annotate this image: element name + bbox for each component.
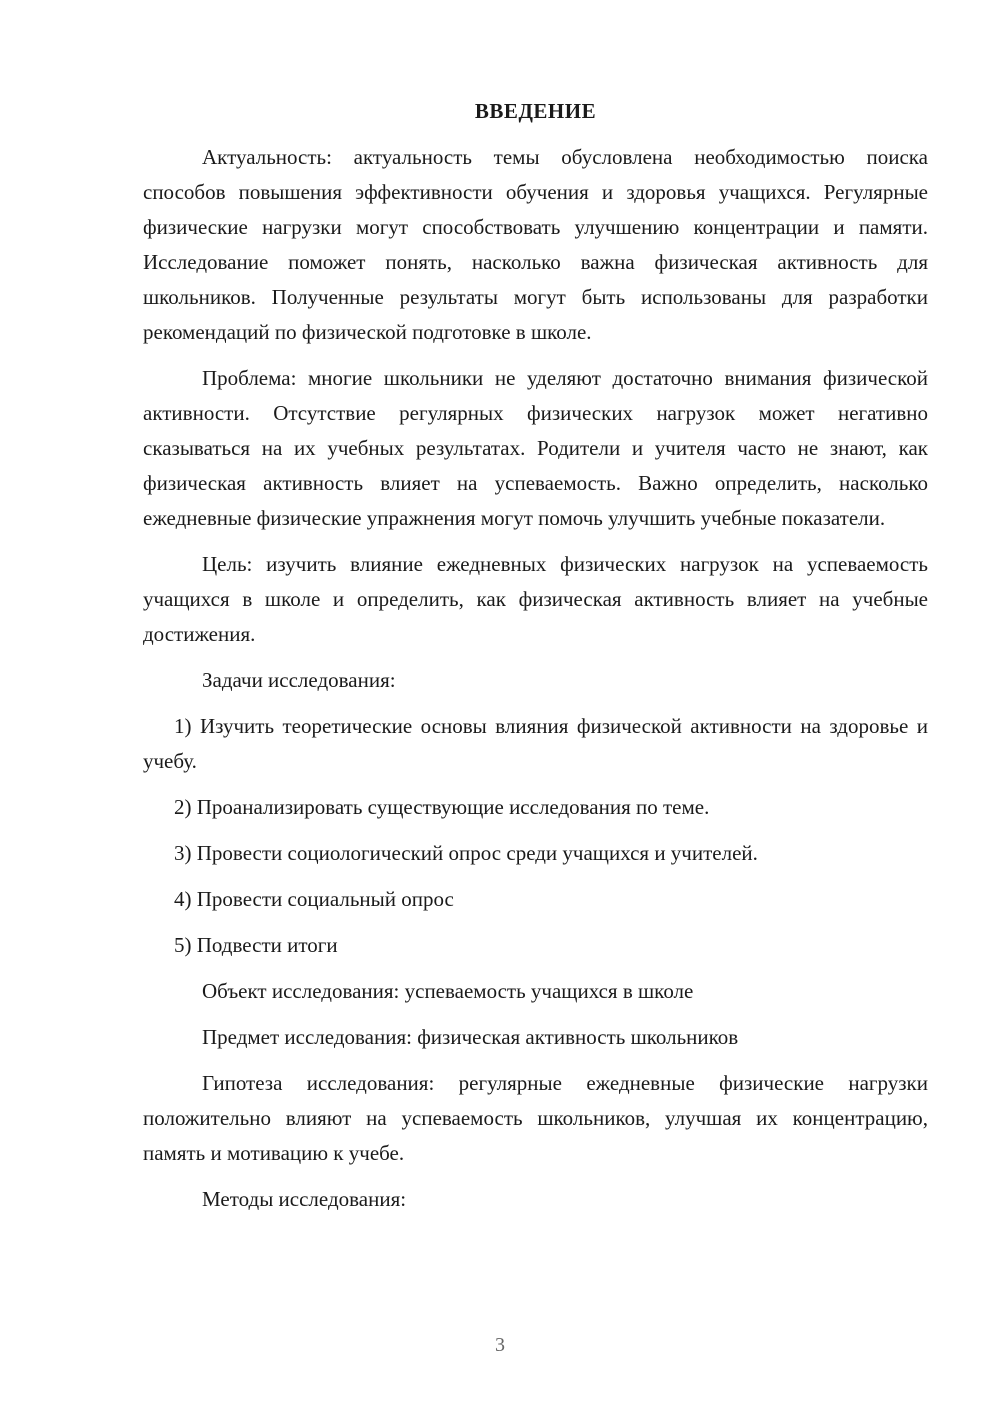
list-item: 3) Провести социологический опрос среди учащихся и учителей. [174, 841, 758, 865]
list-item: 5) Подвести итоги [174, 933, 338, 957]
paragraph-hypothesis: Гипотеза исследования: регулярные ежедневные физические нагрузки положительно влияют на успеваемость школьников, улучшая их концентрацию, память и мотивацию к учебе. [143, 1071, 928, 1165]
paragraph-object: Объект исследования: успеваемость учащихся в школе [202, 979, 694, 1003]
page-number: 3 [495, 1334, 505, 1356]
section-title: ВВЕДЕНИЕ [474, 99, 597, 123]
paragraph-problem: Проблема: многие школьники не уделяют достаточно внимания физической активности. Отсутствие регулярных физических нагрузок может негативно сказываться на их учебных результатах. Родители и учителя часто не знают, как физическая активность влияет на успеваемость. Важно определить, насколько ежедневные физические упражнения могут помочь улучшить учебные показатели. [143, 366, 928, 530]
list-item: 2) Проанализировать существующие исследования по теме. [174, 795, 710, 819]
tasks-heading: Задачи исследования: [202, 668, 396, 692]
page-content [143, 96, 928, 1228]
list-item: 1) Изучить теоретические основы влияния физической активности на здоровье и учебу. [143, 714, 928, 773]
paragraph-relevance: Актуальность: актуальность темы обусловлена необходимостью поиска способов повышения эффективности обучения и здоровья учащихся. Регулярные физические нагрузки могут способствовать улучшению концентрации и памяти. Исследование поможет понять, насколько важна физическая активность для школьников. Полученные результаты могут быть использованы для разработки рекомендаций по физической подготовке в школе. [143, 145, 928, 344]
tasks-list [143, 709, 928, 963]
list-item: 4) Провести социальный опрос [174, 887, 454, 911]
paragraph-subject: Предмет исследования: физическая активность школьников [202, 1025, 739, 1049]
methods-heading: Методы исследования: [202, 1187, 407, 1211]
paragraph-goal: Цель: изучить влияние ежедневных физических нагрузок на успеваемость учащихся в школе и определить, как физическая активность влияет на учебные достижения. [143, 552, 928, 646]
